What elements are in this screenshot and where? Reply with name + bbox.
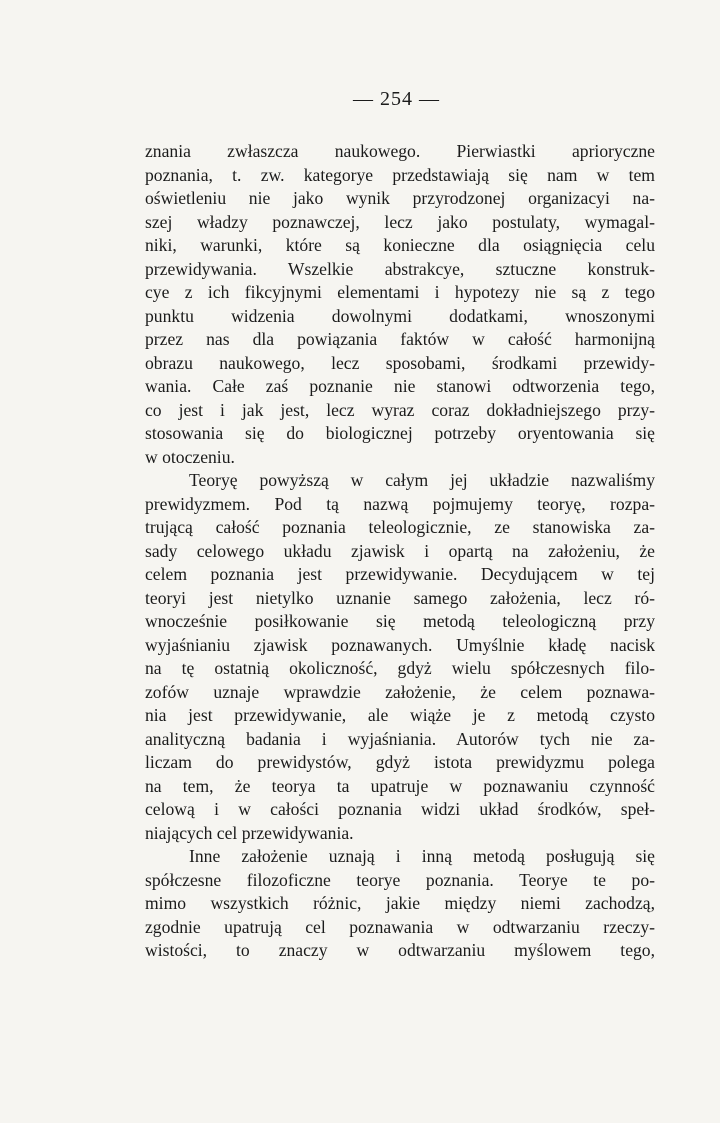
text-line: znania zwłaszcza naukowego. Pierwiastki aprioryczne — [145, 141, 655, 161]
page-number: — 254 — — [353, 88, 440, 110]
text-line: poznania, t. zw. kategorye przedstawiają się nam w tem — [145, 164, 655, 185]
text-line: prewidyzmem. Pod tą nazwą pojmujemy teoryę, rozpa- — [145, 493, 655, 514]
text-line: niających cel przewidywania. — [145, 822, 354, 843]
text-line: na tem, że teorya ta upatruje w poznawaniu czynność — [145, 775, 655, 796]
text-line: przez nas dla powiązania faktów w całość harmonijną — [145, 329, 655, 349]
text-line: sady celowego układu zjawisk i opartą na założeniu, że — [145, 540, 655, 561]
text-line: w otoczeniu. — [145, 446, 235, 467]
text-line: liczam do prewidystów, gdyż istota prewidyzmu polega — [145, 752, 655, 772]
text-line: obrazu naukowego, lecz sposobami, środkami przewidy- — [145, 352, 655, 373]
text-line: mimo wszystkich różnic, jakie między niemi zachodzą, — [145, 893, 655, 913]
text-line: co jest i jak jest, lecz wyraz coraz dokładniejszego przy- — [145, 399, 655, 420]
text-line: szej władzy poznawczej, lecz jako postulaty, wymagal- — [145, 211, 655, 232]
text-line: wnocześnie posiłkowanie się metodą teleologiczną przy — [145, 611, 655, 631]
text-line: zofów uznaje wprawdzie założenie, że celem poznawa- — [145, 681, 655, 702]
text-line: zgodnie upatrują cel poznawania w odtwarzaniu rzeczy- — [145, 916, 655, 937]
text-line: oświetleniu nie jako wynik przyrodzonej organizacyi na- — [145, 188, 655, 208]
text-line: analityczną badania i wyjaśniania. Autorów tych nie za- — [145, 728, 655, 749]
text-line: Teoryę powyższą w całym jej układzie nazwaliśmy — [189, 470, 655, 490]
text-line: celową i w całości poznania widzi układ środków, speł- — [145, 799, 655, 819]
text-line: Inne założenie uznają i inną metodą posługują się — [189, 846, 655, 866]
text-line: wistości, to znaczy w odtwarzaniu myślowem tego, — [145, 940, 655, 960]
paragraph-3 — [145, 845, 655, 963]
text-line: nia jest przewidywanie, ale wiąże je z metodą czysto — [145, 705, 655, 725]
paragraph-2 — [145, 469, 655, 845]
text-line: trującą całość poznania teleologicznie, ze stanowiska za- — [145, 517, 655, 537]
paragraph-1 — [145, 140, 655, 469]
text-line: wyjaśnianiu zjawisk poznawanych. Umyślnie kładę nacisk — [145, 634, 655, 655]
body-text — [145, 140, 655, 963]
text-line: przewidywania. Wszelkie abstrakcye, sztuczne konstruk- — [145, 258, 655, 279]
text-line: punktu widzenia dowolnymi dodatkami, wnoszonymi — [145, 305, 655, 326]
text-line: cye z ich fikcyjnymi elementami i hypotezy nie są z tego — [145, 282, 655, 302]
text-line: na tę ostatnią okoliczność, gdyż wielu spółczesnych filo- — [145, 658, 655, 678]
text-line: wania. Całe zaś poznanie nie stanowi odtworzenia tego, — [145, 376, 655, 396]
text-line: stosowania się do biologicznej potrzeby oryentowania się — [145, 423, 655, 443]
text-line: teoryi jest nietylko uznanie samego założenia, lecz ró- — [145, 587, 655, 608]
text-line: niki, warunki, które są konieczne dla osiągnięcia celu — [145, 235, 655, 255]
text-line: spółczesne filozoficzne teorye poznania. Teorye te po- — [145, 869, 655, 890]
text-line: celem poznania jest przewidywanie. Decydującem w tej — [145, 564, 655, 584]
